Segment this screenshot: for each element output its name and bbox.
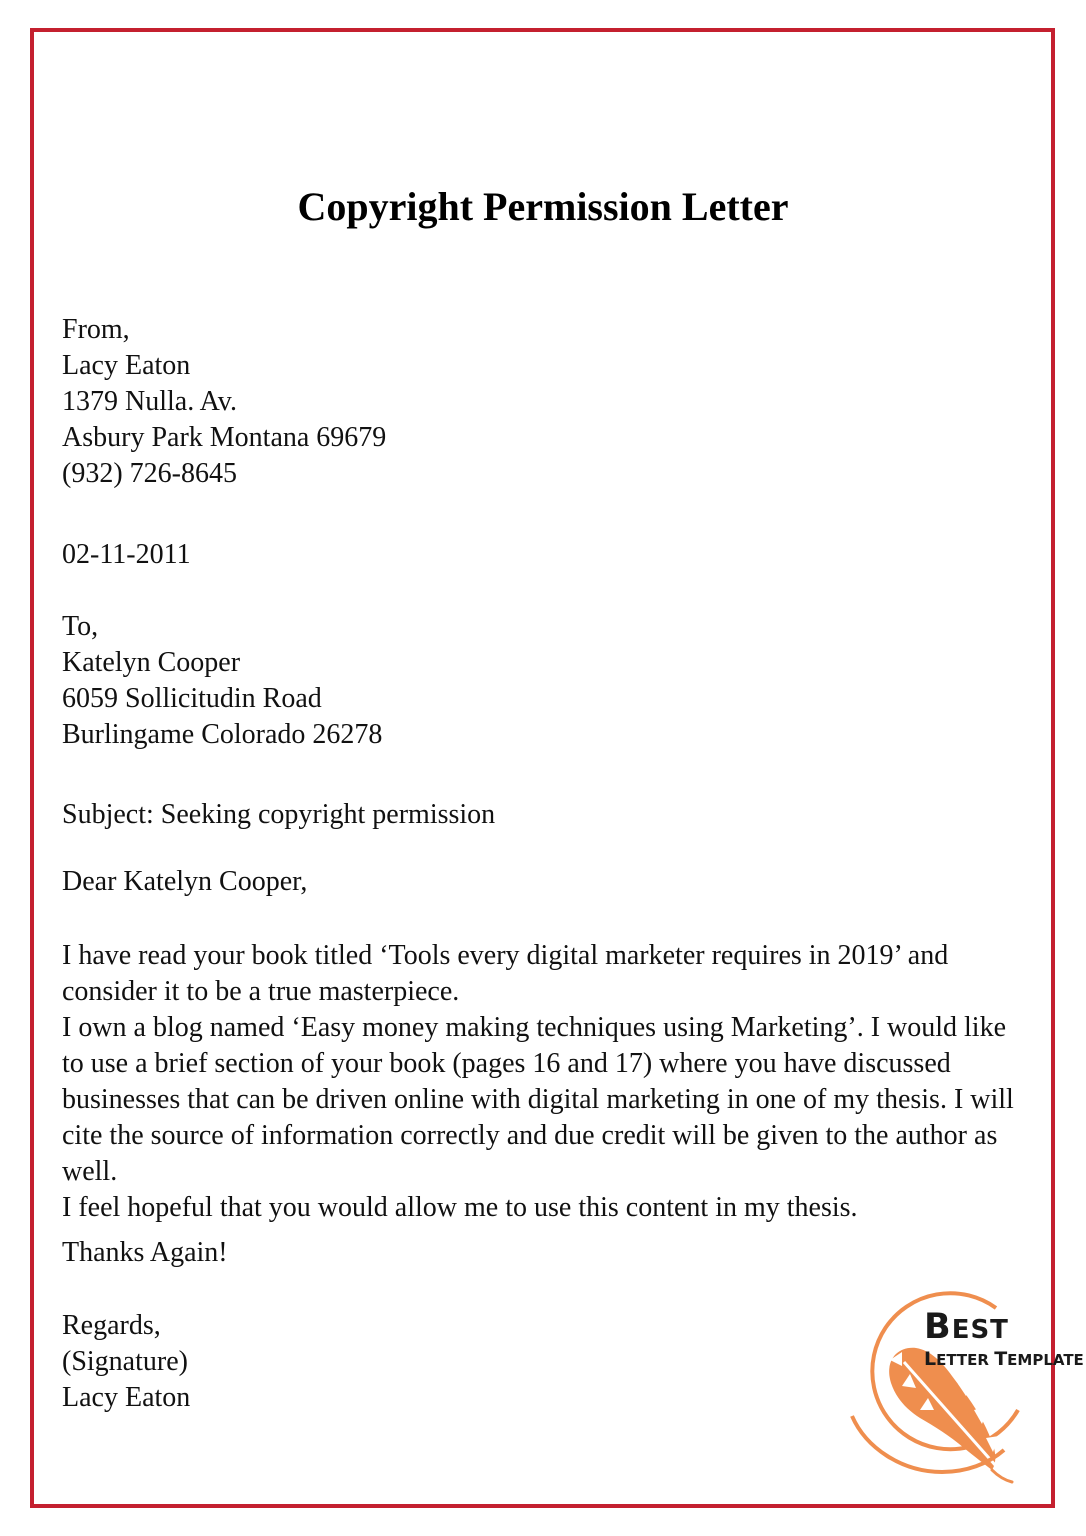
logo-tagline-t: T bbox=[994, 1348, 1008, 1370]
logo-tagline-etter: ETTER bbox=[936, 1351, 995, 1369]
body-paragraph-2: I own a blog named ‘Easy money making techniques using Marketing’. I would like to use a brief section of your book (pages 16 and 17) where you have discussed businesses that can be driven online with digital marketing in one of my thesis. I will cite the source of information correctly and due credit will be given to the author as well. bbox=[62, 1012, 1014, 1187]
sender-street: 1379 Nulla. Av. bbox=[62, 386, 237, 417]
sender-address-block bbox=[62, 312, 1024, 492]
sender-label: From, bbox=[62, 314, 130, 345]
logo-tagline-emplate: EMPLATE bbox=[1007, 1351, 1084, 1369]
letter-date: 02-11-2011 bbox=[62, 539, 191, 570]
logo-brand-initial: B bbox=[924, 1307, 952, 1347]
recipient-label: To, bbox=[62, 611, 99, 642]
page-title: Copyright Permission Letter bbox=[297, 184, 789, 229]
closing-name: Lacy Eaton bbox=[62, 1382, 191, 1413]
sender-city-state-zip: Asbury Park Montana 69679 bbox=[62, 422, 387, 453]
salutation-line: Dear Katelyn Cooper, bbox=[62, 866, 308, 897]
thanks-line: Thanks Again! bbox=[62, 1237, 228, 1268]
logo-tagline-l: L bbox=[924, 1348, 937, 1370]
body-paragraph-1: I have read your book titled ‘Tools every digital marketer requires in 2019’ and consider it to be a true masterpiece. bbox=[62, 940, 949, 1007]
best-letter-template-logo bbox=[846, 1288, 1084, 1498]
feather-quill-tip bbox=[992, 1470, 1012, 1482]
logo-tagline bbox=[924, 1350, 1084, 1369]
letter-date-block bbox=[62, 537, 1024, 573]
letter-body-block bbox=[62, 938, 1024, 1226]
thanks-block bbox=[62, 1235, 1024, 1271]
signature-placeholder: (Signature) bbox=[62, 1346, 188, 1377]
logo-brand-name bbox=[924, 1307, 1009, 1347]
subject-line: Subject: Seeking copyright permission bbox=[62, 799, 496, 830]
subject-line-block bbox=[62, 797, 1024, 833]
sender-phone: (932) 726-8645 bbox=[62, 458, 237, 489]
body-paragraph-3: I feel hopeful that you would allow me to use this content in my thesis. bbox=[62, 1192, 858, 1223]
logo-brand-rest: EST bbox=[951, 1315, 1009, 1345]
recipient-city-state-zip: Burlingame Colorado 26278 bbox=[62, 719, 383, 750]
recipient-address-block bbox=[62, 609, 1024, 753]
sender-name: Lacy Eaton bbox=[62, 350, 191, 381]
salutation-block bbox=[62, 864, 1024, 900]
closing-regards: Regards, bbox=[62, 1310, 161, 1341]
recipient-name: Katelyn Cooper bbox=[62, 647, 241, 678]
page-border-frame bbox=[30, 28, 1055, 1508]
recipient-street: 6059 Sollicitudin Road bbox=[62, 683, 322, 714]
